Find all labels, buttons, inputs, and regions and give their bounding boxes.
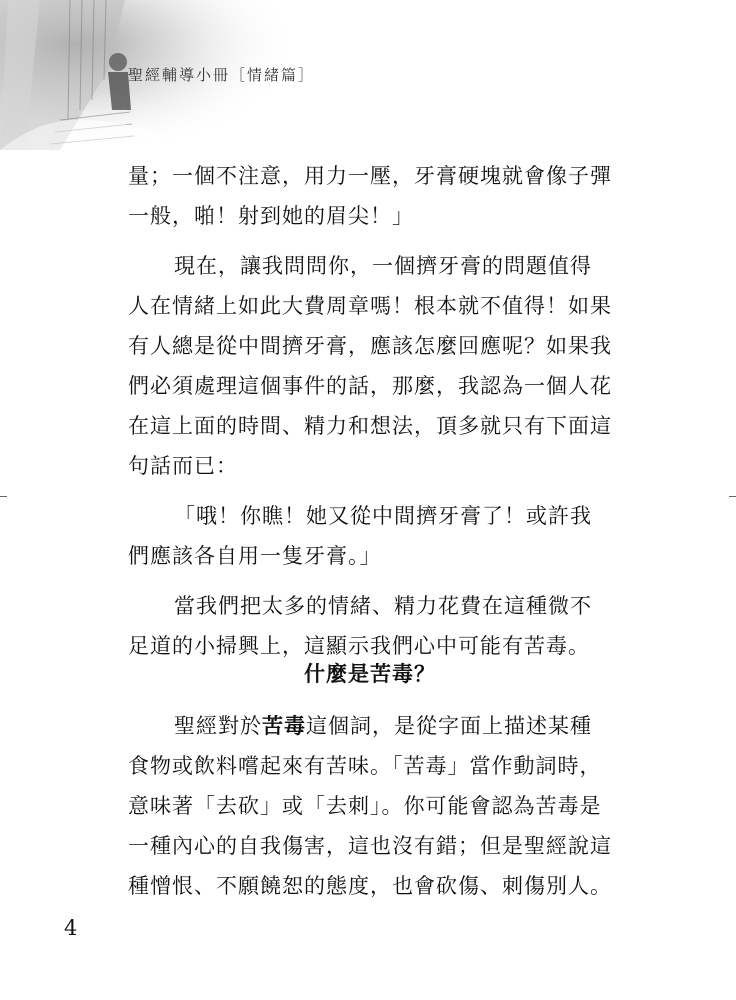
page-number: 4 <box>64 916 78 940</box>
paragraph-definition <box>128 706 612 906</box>
definition-rest: 這個詞，是從字面上描述某種食物或飲料嚐起來有苦味。「苦毒」當作動詞時，意味著「去砍」或「去刺」。你可能會認為苦毒是一種內心的自我傷害，這也沒有錯；但是聖經說這種憎恨、不願饒恕的態度，也會砍傷、刺傷別人。 <box>128 714 612 898</box>
running-header: 聖經輔導小冊［情緒篇］ <box>128 66 316 84</box>
section-heading: 什麼是苦毒？ <box>304 661 436 686</box>
keyword-bitterness: 苦毒 <box>262 714 306 738</box>
crop-mark-right <box>729 496 736 497</box>
paragraph-quote: 「哦！你瞧！她又從中間擠牙膏了！或許我們應該各自用一隻牙膏。」 <box>128 504 592 568</box>
definition-lead: 聖經對於 <box>174 714 262 738</box>
paragraph-bitterness-sign: 當我們把太多的情緒、精力花費在這種微不足道的小掃興上，這顯示我們心中可能有苦毒。 <box>128 594 592 658</box>
paragraph-question: 現在，讓我問問你，一個擠牙膏的問題值得人在情緒上如此大費周章嗎！根本就不值得！如果有人總是從中間擠牙膏，應該怎麼回應呢？如果我們必須處理這個事件的話，那麼，我認為一個人花在這上面的時間、精力和想法，頂多就只有下面這句話而已： <box>128 254 612 478</box>
paragraph-continued: 量；一個不注意，用力一壓，牙膏硬塊就會像子彈一般，啪！射到她的眉尖！」 <box>128 164 612 228</box>
crop-mark-left <box>0 496 7 497</box>
body-text-lower <box>128 706 612 906</box>
body-text-upper <box>128 156 612 666</box>
